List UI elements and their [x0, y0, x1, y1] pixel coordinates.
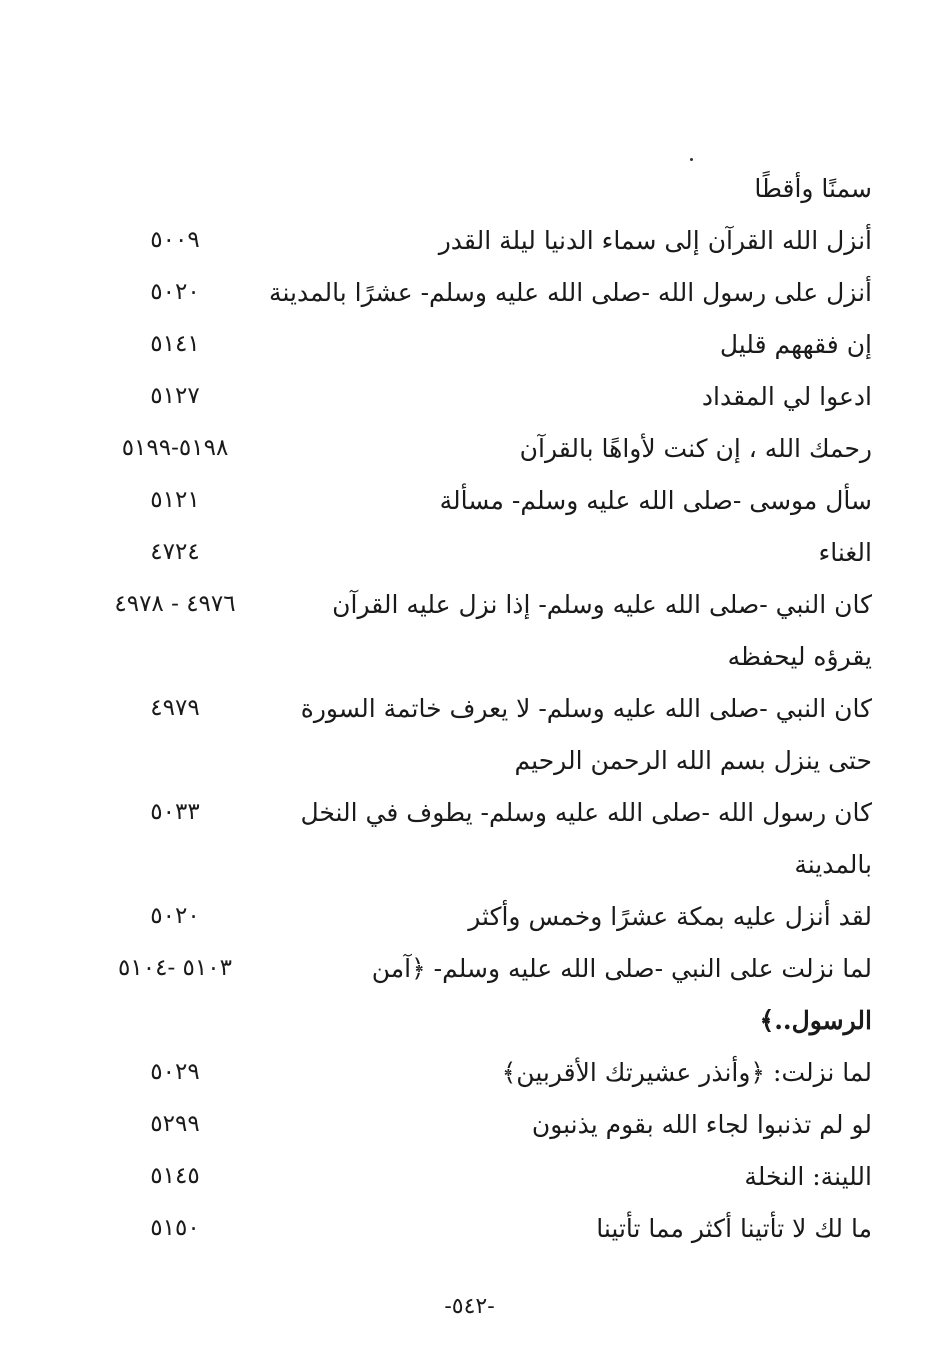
hadith-number: ٥١٤١	[150, 331, 200, 357]
hadith-number: ٤٧٢٤	[150, 539, 200, 565]
hadith-text: حتى ينزل بسم الله الرحمن الرحيم	[514, 745, 872, 775]
hadith-text: رحمك الله ، إن كنت لأواهًا بالقرآن	[519, 433, 872, 463]
hadith-number: ٥١٠٣ -٥١٠٤	[118, 955, 232, 981]
index-entry	[90, 266, 872, 318]
hadith-number: ٤٩٧٦ - ٤٩٧٨	[114, 591, 236, 617]
index-entry	[90, 422, 872, 474]
hadith-text: أنزل الله القرآن إلى سماء الدنيا ليلة القدر	[438, 225, 872, 255]
hadith-text: لما نزلت: ﴿وأنذر عشيرتك الأقربين﴾	[501, 1057, 872, 1087]
index-entry	[90, 318, 872, 370]
hadith-text: اللينة: النخلة	[744, 1161, 872, 1191]
hadith-text: إن فقههم قليل	[719, 329, 872, 359]
hadith-text: ادعوا لي المقداد	[701, 381, 872, 411]
hadith-text: سأل موسى -صلى الله عليه وسلم- مسألة	[439, 485, 872, 515]
index-entry	[90, 1046, 872, 1098]
index-entry	[90, 162, 872, 214]
hadith-text: أنزل على رسول الله -صلى الله عليه وسلم- عشرًا بالمدينة	[269, 277, 872, 307]
hadith-text: بالمدينة	[794, 849, 872, 879]
hadith-text: لما نزلت على النبي -صلى الله عليه وسلم- ﴿آمن	[371, 953, 872, 983]
index-entry	[90, 474, 872, 526]
index-entry	[90, 1202, 872, 1254]
hadith-number: ٥٢٩٩	[150, 1111, 200, 1137]
hadith-text: لقد أنزل عليه بمكة عشرًا وخمس وأكثر	[468, 901, 872, 931]
hadith-text: لو لم تذنبوا لجاء الله بقوم يذنبون	[531, 1109, 872, 1139]
hadith-number: ٥١٢١	[150, 487, 200, 513]
index-entry-continuation	[90, 994, 872, 1046]
hadith-number: ٥١٤٥	[150, 1163, 200, 1189]
hadith-number: ٥٠٠٩	[150, 227, 200, 253]
index-entry-continuation	[90, 838, 872, 890]
hadith-number: ٥١٥٠	[150, 1215, 200, 1241]
index-entry	[90, 942, 872, 994]
index-entry	[90, 890, 872, 942]
index-entry	[90, 1150, 872, 1202]
index-entry	[90, 526, 872, 578]
hadith-number: ٥١٢٧	[150, 383, 200, 409]
hadith-text: الغناء	[818, 537, 872, 567]
index-entry	[90, 1098, 872, 1150]
hadith-text: كان النبي -صلى الله عليه وسلم- إذا نزل عليه القرآن	[332, 589, 872, 619]
index-entry	[90, 682, 872, 734]
hadith-number: ٥٠٢٠	[150, 279, 200, 305]
hadith-number: ٥٠٣٣	[150, 799, 200, 825]
hadith-number: ٥١٩٨-٥١٩٩	[121, 435, 229, 461]
index-entry-continuation	[90, 734, 872, 786]
page-number: -٥٤٢-	[444, 1294, 495, 1319]
index-entry	[90, 786, 872, 838]
index-entry-continuation	[90, 630, 872, 682]
hadith-text: الرسول..﴾	[759, 1005, 872, 1035]
index-entry	[90, 370, 872, 422]
hadith-text: كان النبي -صلى الله عليه وسلم- لا يعرف خاتمة السورة	[300, 693, 872, 723]
index-entry	[90, 578, 872, 630]
hadith-number: ٥٠٢٩	[150, 1059, 200, 1085]
index-entry	[90, 214, 872, 266]
hadith-text: يقرؤه ليحفظه	[727, 641, 872, 671]
hadith-number: ٥٠٢٠	[150, 903, 200, 929]
hadith-text: ما لك لا تأتينا أكثر مما تأتينا	[596, 1213, 872, 1243]
ink-dot	[690, 158, 693, 161]
hadith-number: ٤٩٧٩	[150, 695, 200, 721]
hadith-text: كان رسول الله -صلى الله عليه وسلم- يطوف في النخل	[300, 797, 872, 827]
hadith-text: سمنًا وأقطًا	[754, 173, 872, 203]
